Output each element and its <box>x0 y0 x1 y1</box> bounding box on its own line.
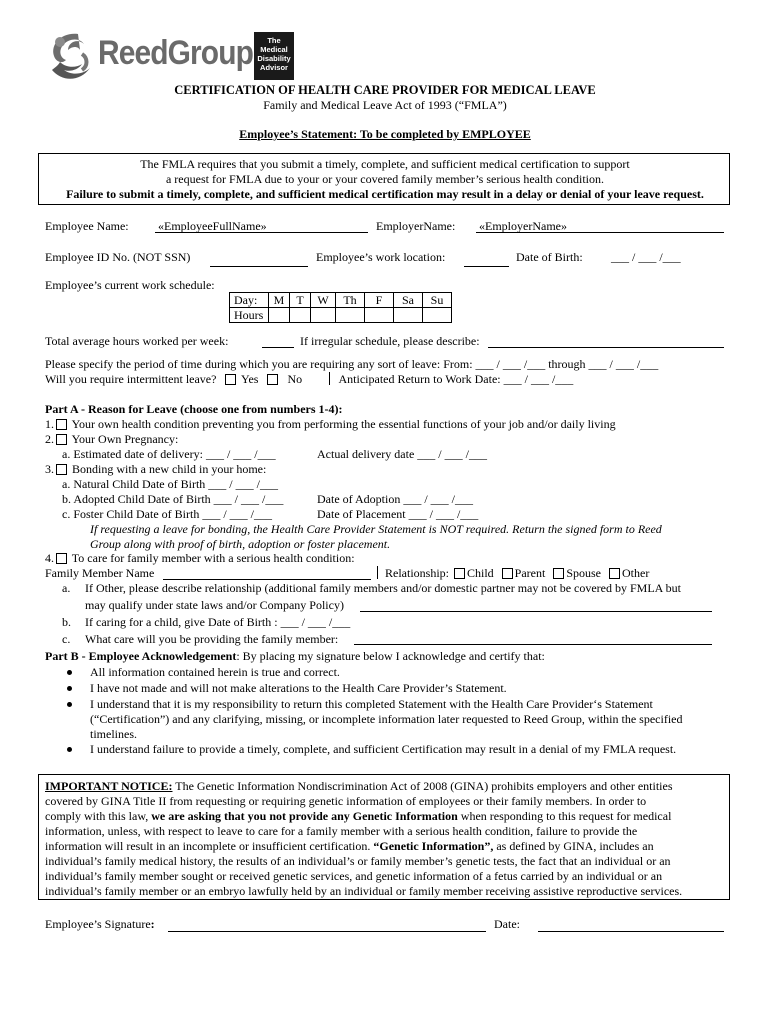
partner-line-2: Medical <box>260 45 288 54</box>
work-location-label: Employee’s work location: <box>316 250 446 264</box>
divider <box>377 566 378 579</box>
signature-label-row <box>45 917 155 932</box>
notice-text-1: The Genetic Information Nondiscrimination Act of 2008 (GINA) prohibits employers and other entities <box>172 779 673 793</box>
notice-heading: IMPORTANT NOTICE: <box>45 779 173 793</box>
schedule-day-label: Day: <box>230 293 269 308</box>
notice-line-6: individual’s family medical history, the results of an individual’s or family member’s genetic tests, the fact that an individual or an <box>45 854 671 868</box>
form-title: CERTIFICATION OF HEALTH CARE PROVIDER FOR MEDICAL LEAVE <box>174 83 596 97</box>
intermittent-yes-label: Yes <box>241 372 259 386</box>
brand-name: ReedGroup <box>98 34 253 72</box>
schedule-day-sa: Sa <box>394 293 423 308</box>
rel-spouse-label: Spouse <box>566 566 601 580</box>
hours-cell-sa[interactable] <box>394 308 423 323</box>
dob-label: Date of Birth: <box>516 250 583 264</box>
item-3c[interactable]: c. Foster Child Date of Birth ___ / ___ /___ <box>62 507 272 521</box>
notice-line-7: individual’s family member sought or received genetic services, and genetic information of a fetus carried by an individual or an <box>45 869 663 883</box>
employee-name-label: Employee Name: <box>45 219 129 233</box>
part-a-item-3 <box>45 462 266 477</box>
item-number-4: 4. <box>45 551 54 565</box>
employee-id-field[interactable] <box>210 266 308 267</box>
signature-field[interactable] <box>168 931 486 932</box>
hours-cell-m[interactable] <box>269 308 290 323</box>
rel-other-label: Other <box>622 566 650 580</box>
relationship-row <box>377 566 649 581</box>
item-2a[interactable]: a. Estimated date of delivery: ___ / ___ /___ <box>62 447 276 461</box>
divider <box>329 372 330 385</box>
schedule-label: Employee’s current work schedule: <box>45 278 215 292</box>
schedule-day-su: Su <box>423 293 452 308</box>
rel-spouse-checkbox[interactable] <box>553 568 564 579</box>
avg-hours-field[interactable] <box>262 347 294 348</box>
irregular-field[interactable] <box>488 347 724 348</box>
family-member-name-field[interactable] <box>163 579 371 580</box>
item-3-label: Bonding with a new child in your home: <box>72 462 267 476</box>
hours-cell-su[interactable] <box>423 308 452 323</box>
partner-line-3: Disability <box>257 54 291 63</box>
item-3b[interactable]: b. Adopted Child Date of Birth ___ / ___ /___ <box>62 492 284 506</box>
part-a-item-4 <box>45 551 355 566</box>
intermittent-no-label: No <box>287 372 303 386</box>
schedule-day-t: T <box>290 293 311 308</box>
item-number-2: 2. <box>45 432 54 446</box>
notice-line-2: covered by GINA Title II from requesting or requiring genetic information of employees or their family members. In order to <box>45 794 647 808</box>
notice-text-5c: as defined by GINA, includes an <box>493 839 654 853</box>
care-description-field[interactable] <box>354 644 712 645</box>
family-member-name-label: Family Member Name <box>45 566 155 580</box>
signature-date-field[interactable] <box>538 931 724 932</box>
notice-line-3 <box>45 809 671 824</box>
notice-line-5 <box>45 839 654 854</box>
part-a-item-2 <box>45 432 178 447</box>
irregular-label: If irregular schedule, please describe: <box>300 334 480 348</box>
employer-name-value: «EmployerName» <box>479 219 567 233</box>
ack-bullet-3a: I understand that it is my responsibility to return this completed Statement with the Health Care Provider‘s Statement <box>90 697 653 711</box>
item-number-1: 1. <box>45 417 54 431</box>
dob-field[interactable]: ___ / ___ /___ <box>611 250 681 264</box>
work-schedule-table <box>229 292 452 323</box>
item-3a[interactable]: a. Natural Child Date of Birth ___ / ___ /___ <box>62 477 278 491</box>
employee-id-label: Employee ID No. (NOT SSN) <box>45 250 191 264</box>
rel-child-label: Child <box>467 566 494 580</box>
section-heading: Employee’s Statement: To be completed by EMPLOYEE <box>239 127 531 141</box>
notice-line-4: information, unless, with respect to leave to care for a family member with a serious health condition, failure to provide the <box>45 824 638 838</box>
reedgroup-logo <box>48 28 291 84</box>
child-dob-field[interactable]: If caring for a child, give Date of Birth : ___ / ___ /___ <box>85 615 351 629</box>
intermittent-label: Will you require intermittent leave? <box>45 372 217 386</box>
relationship-label: Relationship: <box>385 566 449 580</box>
notice-line-8: individual’s family member or an embryo lawfully held by an individual or family member receiving assistive reproductive services. <box>45 884 683 898</box>
bullet <box>67 686 72 691</box>
employer-name-label: EmployerName: <box>376 219 456 233</box>
ack-bullet-1: All information contained herein is true and correct. <box>90 665 340 679</box>
return-date-label[interactable]: Anticipated Return to Work Date: ___ / ___ /___ <box>338 372 574 386</box>
sub-a-line-2: may qualify under state laws and/or Company Policy) <box>85 598 344 612</box>
sub-c-marker: c. <box>62 632 71 646</box>
form-subtitle: Family and Medical Leave Act of 1993 (“FMLA”) <box>263 98 507 112</box>
ack-bullet-3c: timelines. <box>90 727 137 741</box>
bonding-note-2: Group along with proof of birth, adoption or foster placement. <box>90 537 391 551</box>
care-description-label: What care will you be providing the family member: <box>85 632 339 646</box>
bonding-note-1: If requesting a leave for bonding, the Health Care Provider Statement is NOT required. Return the signed form to Reed <box>90 522 662 536</box>
medical-disability-advisor-logo <box>254 32 294 80</box>
item-2-label: Your Own Pregnancy: <box>71 432 179 446</box>
notice-text-5b: “Genetic Information”, <box>373 839 494 853</box>
part-b-heading: Part B - Employee Acknowledgement <box>45 649 237 663</box>
intro-line-1: The FMLA requires that you submit a timely, complete, and sufficient medical certification to support <box>140 157 630 171</box>
leave-period-label[interactable]: Please specify the period of time during which you are requiring any sort of leave: From: ___ / ___ /___ through ___ / ___ /___ <box>45 357 659 371</box>
signature-label: Employee’s Signature <box>45 917 151 931</box>
item-1-checkbox[interactable] <box>56 419 67 430</box>
item-4-checkbox[interactable] <box>56 553 67 564</box>
sub-a-marker: a. <box>62 581 71 595</box>
sub-b-marker: b. <box>62 615 71 629</box>
employee-name-value: «EmployeeFullName» <box>158 219 267 233</box>
intro-line-3: Failure to submit a timely, complete, and sufficient medical certification may result in a delay or denial of your leave request. <box>66 187 704 201</box>
hours-cell-t[interactable] <box>290 308 311 323</box>
hours-cell-w[interactable] <box>311 308 336 323</box>
hours-cell-th[interactable] <box>336 308 365 323</box>
rel-child-checkbox[interactable] <box>454 568 465 579</box>
ack-bullet-2: I have not made and will not make alterations to the Health Care Provider’s Statement. <box>90 681 507 695</box>
intro-line-2: a request for FMLA due to your or your covered family member’s serious health condition. <box>165 172 604 186</box>
bullet <box>67 702 72 707</box>
rel-other-checkbox[interactable] <box>609 568 620 579</box>
signature-date-label: Date: <box>494 917 520 931</box>
partner-line-4: Advisor <box>260 63 288 72</box>
notice-text-3c: when responding to this request for medical <box>457 809 672 823</box>
hours-cell-f[interactable] <box>365 308 394 323</box>
bullet <box>67 670 72 675</box>
schedule-day-m: M <box>269 293 290 308</box>
item-3b-adoption[interactable]: Date of Adoption ___ / ___ /___ <box>317 492 473 506</box>
notice-text-5a: information will result in an incomplete or insufficient certification. <box>45 839 374 853</box>
part-a-heading: Part A - Reason for Leave (choose one from numbers 1-4): <box>45 402 343 416</box>
ack-bullet-4: I understand failure to provide a timely, complete, and sufficient Certification may result in a denial of my FMLA request. <box>90 742 677 756</box>
avg-hours-label: Total average hours worked per week: <box>45 334 229 348</box>
schedule-hours-label: Hours <box>230 308 269 323</box>
item-4-label: To care for family member with a serious health condition: <box>71 551 355 565</box>
intermittent-yes-checkbox[interactable] <box>225 374 236 385</box>
part-b-heading-row <box>45 649 545 664</box>
item-2-checkbox[interactable] <box>56 434 67 445</box>
signature-colon: : <box>150 917 155 931</box>
part-b-heading-rest: : By placing my signature below I acknowledge and certify that: <box>236 649 545 663</box>
notice-text-3b: we are asking that you not provide any Genetic Information <box>151 809 458 823</box>
item-1-label: Your own health condition preventing you from performing the essential functions of your job and/or daily living <box>71 417 616 431</box>
bullet <box>67 747 72 752</box>
item-3c-placement[interactable]: Date of Placement ___ / ___ /___ <box>317 507 479 521</box>
partner-line-1: The <box>267 36 281 45</box>
notice-text-3a: comply with this law, <box>45 809 152 823</box>
rel-parent-label: Parent <box>514 566 546 580</box>
part-a-item-1 <box>45 417 616 432</box>
rel-parent-checkbox[interactable] <box>502 568 513 579</box>
notice-line-1 <box>45 779 672 794</box>
schedule-day-f: F <box>365 293 394 308</box>
ack-bullet-3b: (“Certification”) and any clarifying, missing, or incomplete information later requested to Reed Group, within the specified <box>90 712 683 726</box>
other-relationship-field[interactable] <box>360 611 712 612</box>
item-3-checkbox[interactable] <box>56 464 67 475</box>
work-location-field[interactable] <box>464 266 509 267</box>
item-number-3: 3. <box>45 462 54 476</box>
sub-a-line-1: If Other, please describe relationship (additional family members and/or domestic partner may not be covered by FMLA but <box>85 581 682 595</box>
reedgroup-swirl-icon <box>48 30 96 84</box>
employer-name-field[interactable] <box>476 232 724 233</box>
employee-name-field[interactable] <box>155 232 368 233</box>
schedule-day-th: Th <box>336 293 365 308</box>
intermittent-no-checkbox[interactable] <box>267 374 278 385</box>
intermittent-row <box>45 372 573 387</box>
schedule-day-w: W <box>311 293 336 308</box>
item-2b[interactable]: Actual delivery date ___ / ___ /___ <box>317 447 487 461</box>
